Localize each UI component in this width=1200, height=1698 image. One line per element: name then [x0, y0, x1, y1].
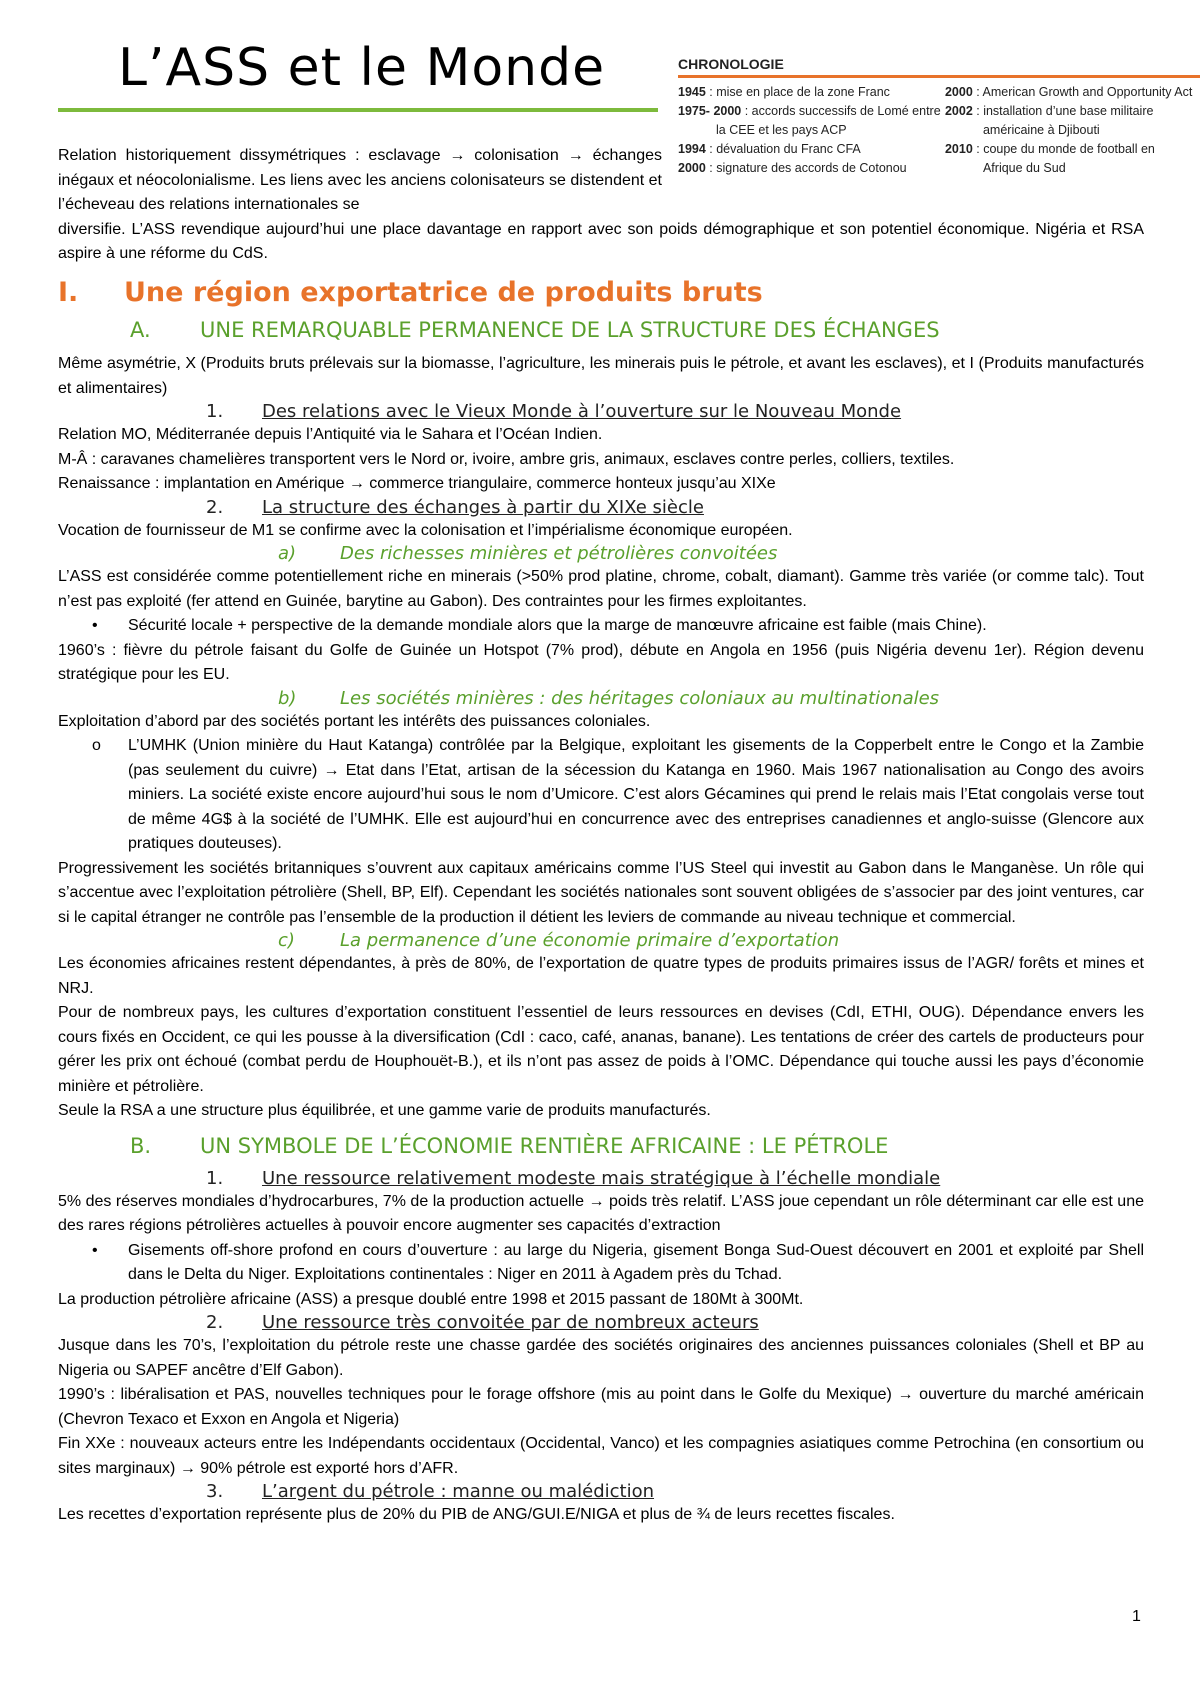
chronology-text: la CEE et les pays ACP	[716, 123, 847, 137]
paragraph: Jusque dans les 70’s, l’exploitation du pétrole reste une chasse gardée des sociétés originaires des anciennes puissances coloniales (Shell et BP au Nigeria ou SAPEF ancêtre d’Elf Gabon).	[58, 1337, 1144, 1379]
chronology-year: 1975- 2000	[678, 104, 742, 118]
bullet-item	[58, 734, 1144, 857]
chronology-text: : mise en place de la zone Franc	[705, 85, 890, 99]
paragraph: Même asymétrie, X (Produits bruts prélevais sur la biomasse, l’agriculture, les minerais puis le pétrole, et avant les esclaves), et I (Produits manufacturés et alimentaires)	[58, 355, 1144, 397]
chronology-text: américaine à Djibouti	[982, 123, 1100, 137]
paragraph: M-Â : caravanes chamelières transportent vers le Nord or, ivoire, ambre gris, animaux, esclaves contre perles, colliers, textiles.	[58, 450, 955, 468]
paragraph: 1990’s : libéralisation et PAS, nouvelles techniques pour le forage offshore (mis au point dans le Golfe du Mexique) → ouverture du marché américain (Chevron Texaco et Exxon en Angola et Nigeria)	[58, 1386, 1144, 1428]
paragraph: Relation MO, Méditerranée depuis l’Antiquité via le Sahara et l’Océan Indien.	[58, 426, 603, 443]
heading-text: Une ressource relativement modeste mais stratégique à l’échelle mondiale	[262, 1167, 941, 1189]
document-title: L’ASS et le Monde	[118, 38, 606, 98]
chronology-year: 2010	[944, 142, 973, 156]
chronology-entry	[678, 102, 945, 121]
subsection-heading-a	[58, 316, 1144, 344]
bullet-text: Gisements off-shore profond en cours d’ouverture : au large du Nigeria, gisement Bonga Sud-Ouest découvert en 2001 et exploité par Shell dans le Delta du Niger. Exploitations continentales : Niger en 2011 à Agadem près du Tchad.	[128, 1241, 1144, 1283]
paragraph: 1960’s : fièvre du pétrole faisant du Golfe de Guinée un Hotspot (7% prod), débute en Angola en 1956 (puis Nigéria devenu 1er). Région devenu stratégique pour les EU.	[58, 641, 1144, 683]
bullet-text: L’UMHK (Union minière du Haut Katanga) contrôlée par la Belgique, exploitant les gisements de la Copperbelt entre le Congo et la Zambie (pas seulement du cuivre) → Etat dans l’Etat, artisan de la sécession du Katanga en 1960. Mais 1967 nationalisation au Congo des avoirs miniers. La société existe encore aujourd’hui sous le nom d’Umicore. C’est alors Gécamines qui prend le relais mais l’Etat congolais verse tout de même 4G$ à la société de l’UMHK. Elle est aujourd’hui en concurrence avec des entreprises canadiennes et anglo-suisse (Glencore aux pratiques douteuses).	[128, 737, 1144, 852]
section-title: Une région exportatrice de produits bruts	[124, 277, 763, 308]
subsection-number: A.	[130, 318, 151, 342]
heading-number: 2.	[206, 496, 224, 518]
chronology-entry	[945, 83, 1198, 102]
bullet-item	[58, 614, 1144, 639]
paragraph: Fin XXe : nouveaux acteurs entre les Indépendants occidentaux (Occidental, Vanco) et les compagnies asiatiques comme Petrochina (en consortium ou sites marginaux) → 90% pétrole est exporté hors d’AFR.	[58, 1435, 1144, 1477]
chronology-year: 2000	[678, 161, 706, 175]
section-number: I.	[58, 277, 79, 308]
chronology-rule	[678, 75, 1200, 78]
title-underline	[58, 108, 658, 112]
bullet-item	[58, 1239, 1144, 1288]
paragraph: Exploitation d’abord par des sociétés portant les intérêts des puissances coloniales.	[58, 712, 651, 730]
chronology-text: : signature des accords de Cotonou	[705, 161, 907, 175]
subsection-number: B.	[130, 1133, 152, 1158]
paragraph: 5% des réserves mondiales d’hydrocarbures, 7% de la production actuelle → poids très relatif. L’ASS joue cependant un rôle déterminant car elle est une des rares régions pétrolières actuelles à pouvoir encore augmenter ses capacités d’extraction	[58, 1192, 1144, 1234]
chronology-entry	[678, 83, 945, 102]
heading-text: La structure des échanges à partir du XIXe siècle	[262, 496, 704, 518]
heading-number: a)	[278, 543, 297, 564]
subsection-heading-b	[58, 1132, 1144, 1160]
heading-level3	[58, 1312, 1144, 1334]
intro-wide-text: diversifie. L’ASS revendique aujourd’hui une place davantage en rapport avec son poids démographique et son potentiel économique. Nigéria et RSA aspire à une réforme du CdS.	[58, 220, 1144, 262]
chronology-text: : dévaluation du Franc CFA	[705, 142, 861, 156]
chronology-text: : installation d’une base militaire	[972, 104, 1154, 118]
chronology-entry-continued	[678, 121, 945, 140]
chronology-text: Afrique du Sud	[982, 161, 1066, 175]
chronology-year: 1994	[678, 142, 706, 156]
chronology-text: : accords successifs de Lomé entre	[741, 104, 941, 118]
heading-level4	[58, 688, 1144, 710]
chronology-year: 2000	[944, 85, 973, 99]
paragraph: Progressivement les sociétés britanniques s’ouvrent aux capitaux américains comme l’US Steel qui investit au Gabon dans le Manganèse. Un rôle qui s’accentue avec l’exploitation pétrolière (Shell, BP, Elf). Cependant les sociétés nationales sont souvent obligées de s’associer par des joint ventures, car si le capital étranger ne contrôle pas l’ensemble de la production il détient les leviers de commande au niveau technique et commercial.	[58, 859, 1144, 926]
bullet-marker: o	[92, 737, 101, 754]
heading-number: b)	[278, 687, 297, 709]
heading-level4	[58, 930, 1144, 952]
heading-number: 2.	[206, 1312, 224, 1333]
paragraph: Les recettes d’exportation représente plus de 20% du PIB de ANG/GUI.E/NIGA et plus de ¾ de leurs recettes fiscales.	[58, 1506, 895, 1523]
paragraph: Seule la RSA a une structure plus équilibrée, et une gamme varie de produits manufacturés.	[58, 1102, 711, 1119]
heading-level3	[58, 401, 1144, 423]
heading-text: La permanence d’une économie primaire d’exportation	[340, 930, 840, 951]
heading-level4	[58, 543, 1144, 565]
section-heading-1	[58, 276, 1144, 310]
heading-number: 3.	[206, 1481, 224, 1502]
heading-number: 1.	[206, 1167, 224, 1189]
intro-paragraph	[58, 144, 1144, 267]
bullet-text: Sécurité locale + perspective de la demande mondiale alors que la marge de manœuvre africaine est faible (mais Chine).	[128, 617, 987, 634]
heading-text: Des relations avec le Vieux Monde à l’ouverture sur le Nouveau Monde	[262, 401, 902, 422]
paragraph: L’ASS est considérée comme potentiellement riche en minerais (>50% prod platine, chrome, cobalt, diamant). Gamme très variée (or comme talc). Tout n’est pas exploité (fer attend en Guinée, barytine au Gabon). Des contraintes pour les firmes exploitantes.	[58, 568, 1144, 610]
heading-text: L’argent du pétrole : manne ou malédiction	[262, 1481, 655, 1502]
chronology-entry	[945, 102, 1198, 121]
heading-text: Des richesses minières et pétrolières convoitées	[340, 543, 778, 564]
subsection-title: UNE REMARQUABLE PERMANENCE DE LA STRUCTURE DES ÉCHANGES	[200, 318, 940, 342]
paragraph: Renaissance : implantation en Amérique → commerce triangulaire, commerce honteux jusqu’au XIXe	[58, 475, 776, 492]
heading-text: Une ressource très convoitée par de nombreux acteurs	[262, 1312, 759, 1333]
heading-number: 1.	[206, 401, 224, 422]
heading-level3	[58, 497, 1144, 519]
chronology-year: 1945	[678, 85, 706, 99]
bullet-marker: •	[92, 1241, 98, 1259]
paragraph: Vocation de fournisseur de M1 se confirme avec la colonisation et l’impérialisme économique européen.	[58, 521, 793, 539]
chronology-year: 2002	[944, 104, 973, 118]
heading-level3	[58, 1168, 1144, 1190]
heading-number: c)	[278, 930, 295, 951]
chronology-heading: CHRONOLOGIE	[678, 56, 784, 72]
paragraph: Les économies africaines restent dépendantes, à près de 80%, de l’exportation de quatre types de produits primaires issus de l’AGR/ forêts et mines et NRJ.	[58, 955, 1144, 997]
heading-level3	[58, 1481, 1144, 1503]
bullet-marker: •	[92, 617, 98, 634]
chronology-text: : American Growth and Opportunity Act	[972, 85, 1193, 99]
chronology-text: : coupe du monde de football en	[972, 142, 1155, 156]
intro-narrow-text: Relation historiquement dissymétriques : esclavage → colonisation → échanges inégaux et néocolonialisme. Les liens avec les anciens colonisateurs se distendent et l’écheveau des relations internationales se	[58, 147, 662, 213]
subsection-title: UN SYMBOLE DE L’ÉCONOMIE RENTIÈRE AFRICAINE : LE PÉTROLE	[200, 1133, 889, 1158]
chronology-entry-continued	[945, 121, 1198, 140]
page-number: 1	[1132, 1608, 1141, 1625]
heading-text: Les sociétés minières : des héritages coloniaux au multinationales	[340, 687, 940, 709]
main-content	[58, 276, 1144, 1528]
paragraph: La production pétrolière africaine (ASS) a presque doublé entre 1998 et 2015 passant de 180Mt à 300Mt.	[58, 1290, 804, 1308]
paragraph: Pour de nombreux pays, les cultures d’exportation constituent l’essentiel de leurs ressources en devises (CdI, ETHI, OUG). Dépendance envers les cours fixés en Occident, ce qui les pousse à la diversification (CdI : caco, café, ananas, banane). Les tentations de créer des cartels de producteurs pour gérer les prix ont échoué (combat perdu de Houphouët-B.), et ils n’ont pas assez de poids à l’OMC. Dépendance qui touche aussi les pays d’économie minière et pétrolière.	[58, 1004, 1144, 1095]
